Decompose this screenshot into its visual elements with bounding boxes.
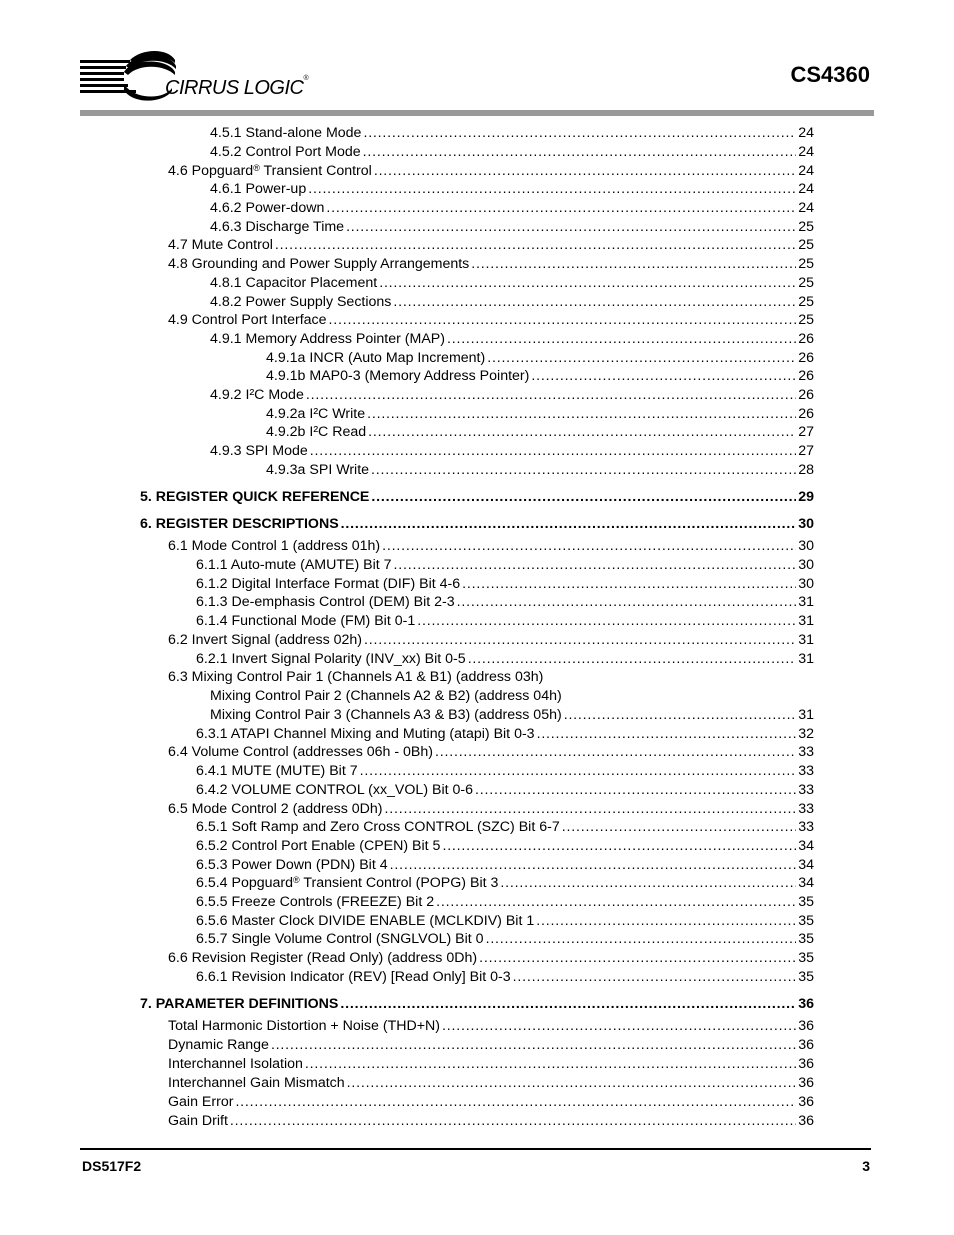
toc-entry[interactable] xyxy=(196,912,814,931)
toc-leader-dots xyxy=(537,725,797,744)
toc-entry[interactable] xyxy=(210,274,814,293)
toc-entry-title: Mixing Control Pair 3 (Channels A3 & B3) (address 05h) xyxy=(210,707,562,723)
toc-entry-title: 6.4.2 VOLUME CONTROL (xx_VOL) Bit 0-6 xyxy=(196,782,473,798)
toc-leader-dots xyxy=(271,1036,796,1055)
toc-entry-title: 6.5.1 Soft Ramp and Zero Cross CONTROL (SZC) Bit 6-7 xyxy=(196,819,560,835)
toc-leader-dots xyxy=(341,515,797,534)
toc-entry[interactable] xyxy=(210,442,814,461)
toc-page-number: 26 xyxy=(798,350,814,366)
toc-leader-dots xyxy=(364,631,796,650)
toc-entry[interactable] xyxy=(210,124,814,143)
toc-page-number: 36 xyxy=(798,1037,814,1053)
toc-entry[interactable] xyxy=(168,1093,814,1112)
toc-entry-title: 4.9.2b I²C Read xyxy=(266,424,367,440)
toc-page-number: 33 xyxy=(798,819,814,835)
toc-entry-title: 6. REGISTER DESCRIPTIONS xyxy=(140,516,339,532)
toc-entry[interactable] xyxy=(196,781,814,800)
toc-page-number: 26 xyxy=(798,406,814,422)
toc-entry-title: 6.1.2 Digital Interface Format (DIF) Bit 4-6 xyxy=(196,576,461,592)
toc-leader-dots xyxy=(447,330,796,349)
toc-entry[interactable] xyxy=(210,687,814,706)
toc-entry-title: 6.1.1 Auto-mute (AMUTE) Bit 7 xyxy=(196,557,392,573)
toc-entry-title: 6.5.4 Popguard® Transient Control (POPG) Bit 3 xyxy=(196,875,499,891)
toc-entry[interactable] xyxy=(210,218,814,237)
toc-leader-dots xyxy=(462,575,796,594)
toc-page-number: 26 xyxy=(798,331,814,347)
toc-leader-dots xyxy=(475,781,796,800)
toc-page-number: 24 xyxy=(798,163,814,179)
toc-entry-title: 4.5.1 Stand-alone Mode xyxy=(210,125,362,141)
toc-entry-title: 4.8.1 Capacitor Placement xyxy=(210,275,378,291)
toc-leader-dots xyxy=(371,488,796,507)
toc-page-number: 36 xyxy=(798,1113,814,1129)
toc-leader-dots xyxy=(347,1074,797,1093)
toc-entry-title: 6.6 Revision Register (Read Only) (address 0Dh) xyxy=(168,950,478,966)
toc-page-number: 25 xyxy=(798,219,814,235)
toc-entry-title: 4.9.2 I²C Mode xyxy=(210,387,304,403)
cirrus-logic-logo xyxy=(80,46,340,108)
toc-leader-dots xyxy=(382,537,796,556)
toc-page-number: 33 xyxy=(798,801,814,817)
toc-entry[interactable] xyxy=(168,631,814,650)
toc-entry-title: Interchannel Isolation xyxy=(168,1056,303,1072)
toc-entry[interactable] xyxy=(210,330,814,349)
toc-page-number: 27 xyxy=(798,443,814,459)
toc-leader-dots xyxy=(230,1112,796,1131)
toc-entry[interactable] xyxy=(168,1112,814,1131)
toc-entry-title: 6.5.2 Control Port Enable (CPEN) Bit 5 xyxy=(196,838,441,854)
toc-page-number: 26 xyxy=(798,387,814,403)
toc-page-number: 25 xyxy=(798,237,814,253)
toc-entry[interactable] xyxy=(168,800,814,819)
toc-entry[interactable] xyxy=(196,612,814,631)
toc-leader-dots xyxy=(564,706,797,725)
toc-entry-title: 4.9 Control Port Interface xyxy=(168,312,327,328)
toc-leader-dots xyxy=(363,143,797,162)
toc-leader-dots xyxy=(468,650,797,669)
toc-entry-title: 4.6.3 Discharge Time xyxy=(210,219,345,235)
toc-entry-title: 6.5.3 Power Down (PDN) Bit 4 xyxy=(196,857,388,873)
toc-page-number: 30 xyxy=(798,576,814,592)
toc-entry-title: 4.6.1 Power-up xyxy=(210,181,307,197)
toc-entry-title: 4.9.2a I²C Write xyxy=(266,406,366,422)
toc-page-number: 25 xyxy=(798,275,814,291)
toc-leader-dots xyxy=(340,995,796,1014)
toc-leader-dots xyxy=(306,386,796,405)
toc-entry-title: Interchannel Gain Mismatch xyxy=(168,1075,345,1091)
toc-page-number: 31 xyxy=(798,651,814,667)
toc-leader-dots xyxy=(310,442,796,461)
toc-entry-title: 6.5.6 Master Clock DIVIDE ENABLE (MCLKDIV) Bit 1 xyxy=(196,913,535,929)
toc-entry-title: 6.5.5 Freeze Controls (FREEZE) Bit 2 xyxy=(196,894,435,910)
toc-entry[interactable] xyxy=(196,874,814,893)
toc-entry[interactable] xyxy=(168,537,814,556)
toc-page-number: 33 xyxy=(798,763,814,779)
toc-entry-title: 6.3 Mixing Control Pair 1 (Channels A1 & B1) (address 03h) xyxy=(168,669,544,685)
toc-leader-dots xyxy=(435,743,796,762)
toc-page-number: 30 xyxy=(798,538,814,554)
toc-page-number: 31 xyxy=(798,594,814,610)
toc-page-number: 35 xyxy=(798,950,814,966)
toc-page-number: 32 xyxy=(798,726,814,742)
toc-entry-title: 6.1.4 Functional Mode (FM) Bit 0-1 xyxy=(196,613,416,629)
toc-entry[interactable] xyxy=(266,423,814,442)
toc-entry-title: 4.9.3a SPI Write xyxy=(266,462,370,478)
toc-entry[interactable] xyxy=(266,461,814,480)
toc-entry[interactable] xyxy=(196,818,814,837)
brand-wordmark: CIRRUS LOGIC® xyxy=(165,75,309,99)
toc-leader-dots xyxy=(394,556,797,575)
toc-entry[interactable] xyxy=(196,930,814,949)
toc-leader-dots xyxy=(471,255,796,274)
toc-page-number: 25 xyxy=(798,312,814,328)
toc-entry[interactable] xyxy=(196,837,814,856)
toc-page-number: 31 xyxy=(798,613,814,629)
toc-leader-dots xyxy=(417,612,796,631)
toc-leader-dots xyxy=(500,874,796,893)
toc-entry-title: 4.6.2 Power-down xyxy=(210,200,325,216)
toc-entry-title: 6.5.7 Single Volume Control (SNGLVOL) Bit 0 xyxy=(196,931,484,947)
toc-entry[interactable] xyxy=(168,1017,814,1036)
footer-rule xyxy=(80,1148,871,1150)
toc-entry[interactable] xyxy=(210,199,814,218)
toc-page-number: 24 xyxy=(798,125,814,141)
toc-entry-title: 6.1.3 De-emphasis Control (DEM) Bit 2-3 xyxy=(196,594,455,610)
toc-entry-title: 6.1 Mode Control 1 (address 01h) xyxy=(168,538,381,554)
toc-entry[interactable] xyxy=(140,515,814,534)
toc-entry[interactable] xyxy=(196,762,814,781)
toc-entry[interactable] xyxy=(168,1055,814,1074)
toc-entry[interactable] xyxy=(168,743,814,762)
toc-leader-dots xyxy=(379,274,796,293)
toc-entry-title: 4.9.1b MAP0-3 (Memory Address Pointer) xyxy=(266,368,530,384)
toc-page-number: 34 xyxy=(798,838,814,854)
doc-title: CS4360 xyxy=(790,62,870,87)
toc-leader-dots xyxy=(436,893,796,912)
toc-leader-dots xyxy=(305,1055,796,1074)
toc-page-number: 31 xyxy=(798,632,814,648)
toc-page-number: 25 xyxy=(798,256,814,272)
toc-leader-dots xyxy=(374,162,796,181)
toc-page-number: 24 xyxy=(798,200,814,216)
toc-leader-dots xyxy=(457,593,797,612)
toc-leader-dots xyxy=(479,949,796,968)
toc-entry[interactable] xyxy=(196,968,814,987)
toc-entry[interactable] xyxy=(196,575,814,594)
toc-entry-title: 4.9.1a INCR (Auto Map Increment) xyxy=(266,350,486,366)
toc-entry-title: Total Harmonic Distortion + Noise (THD+N) xyxy=(168,1018,440,1034)
toc-leader-dots xyxy=(442,1017,796,1036)
toc-page-number: 36 xyxy=(798,1075,814,1091)
toc-entry[interactable] xyxy=(196,650,814,669)
toc-entry-title: 4.6 Popguard® Transient Control xyxy=(168,163,372,179)
toc-page-number: 36 xyxy=(798,1018,814,1034)
toc-leader-dots xyxy=(371,461,796,480)
toc-page-number: 33 xyxy=(798,744,814,760)
toc-page-number: 25 xyxy=(798,294,814,310)
toc-leader-dots xyxy=(367,405,796,424)
toc-entry[interactable] xyxy=(196,556,814,575)
toc-entry[interactable] xyxy=(168,162,814,181)
toc-entry-title: 5. REGISTER QUICK REFERENCE xyxy=(140,489,370,505)
toc-entry[interactable] xyxy=(168,949,814,968)
toc-page-number: 33 xyxy=(798,782,814,798)
toc-entry-title: Mixing Control Pair 2 (Channels A2 & B2) (address 04h) xyxy=(210,688,562,704)
toc-leader-dots xyxy=(326,199,796,218)
toc-page-number: 36 xyxy=(798,996,814,1012)
toc-entry[interactable] xyxy=(210,143,814,162)
toc-entry-title: 4.7 Mute Control xyxy=(168,237,273,253)
toc-entry[interactable] xyxy=(210,180,814,199)
toc-entry-title: 6.4 Volume Control (addresses 06h - 0Bh) xyxy=(168,744,433,760)
toc-page-number: 31 xyxy=(798,707,814,723)
toc-entry-title: 7. PARAMETER DEFINITIONS xyxy=(140,996,339,1012)
toc-page-number: 35 xyxy=(798,894,814,910)
toc-leader-dots xyxy=(360,762,797,781)
toc-leader-dots xyxy=(363,124,796,143)
toc-page-number: 36 xyxy=(798,1094,814,1110)
toc-leader-dots xyxy=(329,311,797,330)
toc-entry[interactable] xyxy=(168,255,814,274)
toc-entry[interactable] xyxy=(210,706,814,725)
toc-leader-dots xyxy=(536,912,796,931)
toc-page-number: 34 xyxy=(798,857,814,873)
toc-page-number: 35 xyxy=(798,931,814,947)
toc-leader-dots xyxy=(442,837,796,856)
toc-leader-dots xyxy=(368,423,796,442)
toc-page-number: 24 xyxy=(798,181,814,197)
toc-page-number: 26 xyxy=(798,368,814,384)
toc-page-number: 35 xyxy=(798,969,814,985)
toc-page-number: 24 xyxy=(798,144,814,160)
toc-entry[interactable] xyxy=(196,856,814,875)
toc-entry[interactable] xyxy=(210,293,814,312)
header-rule xyxy=(80,110,874,116)
toc-entry-title: Gain Error xyxy=(168,1094,234,1110)
toc-entry[interactable] xyxy=(210,386,814,405)
toc-page-number: 30 xyxy=(798,557,814,573)
toc-page-number: 29 xyxy=(798,489,814,505)
page-number: 3 xyxy=(862,1158,870,1174)
toc-leader-dots xyxy=(393,293,796,312)
toc-leader-dots xyxy=(390,856,797,875)
toc-entry-title: 4.9.3 SPI Mode xyxy=(210,443,308,459)
toc-entry[interactable] xyxy=(140,995,814,1014)
toc-leader-dots xyxy=(513,968,797,987)
toc-leader-dots xyxy=(346,218,796,237)
toc-entry[interactable] xyxy=(168,668,814,687)
toc-entry[interactable] xyxy=(168,1074,814,1093)
toc-entry[interactable] xyxy=(266,367,814,386)
toc-page-number: 30 xyxy=(798,516,814,532)
toc-entry[interactable] xyxy=(196,725,814,744)
toc-entry-title: 6.2.1 Invert Signal Polarity (INV_xx) Bit 0-5 xyxy=(196,651,466,667)
toc-entry-title: 6.5 Mode Control 2 (address 0Dh) xyxy=(168,801,383,817)
toc-page-number: 28 xyxy=(798,462,814,478)
toc-entry-title: 4.8 Grounding and Power Supply Arrangements xyxy=(168,256,470,272)
toc-page-number: 35 xyxy=(798,913,814,929)
toc-entry[interactable] xyxy=(168,236,814,255)
toc-leader-dots xyxy=(275,236,796,255)
toc-entry-title: 6.4.1 MUTE (MUTE) Bit 7 xyxy=(196,763,358,779)
toc-entry[interactable] xyxy=(140,488,814,507)
toc-entry-title: 6.6.1 Revision Indicator (REV) [Read Only] Bit 0-3 xyxy=(196,969,511,985)
toc-entry-title: Dynamic Range xyxy=(168,1037,269,1053)
toc-entry[interactable] xyxy=(168,311,814,330)
doc-number: DS517F2 xyxy=(82,1158,142,1174)
toc-entry-title: 4.5.2 Control Port Mode xyxy=(210,144,361,160)
toc-leader-dots xyxy=(562,818,796,837)
toc-page-number: 27 xyxy=(798,424,814,440)
toc-entry-title: 4.9.1 Memory Address Pointer (MAP) xyxy=(210,331,445,347)
toc-leader-dots xyxy=(487,349,796,368)
toc-entry[interactable] xyxy=(266,405,814,424)
toc-entry[interactable] xyxy=(168,1036,814,1055)
toc-page-number: 34 xyxy=(798,875,814,891)
toc-leader-dots xyxy=(531,367,796,386)
toc-leader-dots xyxy=(308,180,796,199)
toc-leader-dots xyxy=(486,930,797,949)
toc-page-number: 36 xyxy=(798,1056,814,1072)
toc-entry[interactable] xyxy=(196,593,814,612)
toc-entry-title: 4.8.2 Power Supply Sections xyxy=(210,294,392,310)
toc-leader-dots xyxy=(385,800,797,819)
toc-entry[interactable] xyxy=(196,893,814,912)
toc-entry-title: Gain Drift xyxy=(168,1113,228,1129)
toc-entry-title: 6.3.1 ATAPI Channel Mixing and Muting (atapi) Bit 0-3 xyxy=(196,726,535,742)
toc-entry-title: 6.2 Invert Signal (address 02h) xyxy=(168,632,363,648)
toc-entry[interactable] xyxy=(266,349,814,368)
toc-leader-dots xyxy=(235,1093,796,1112)
